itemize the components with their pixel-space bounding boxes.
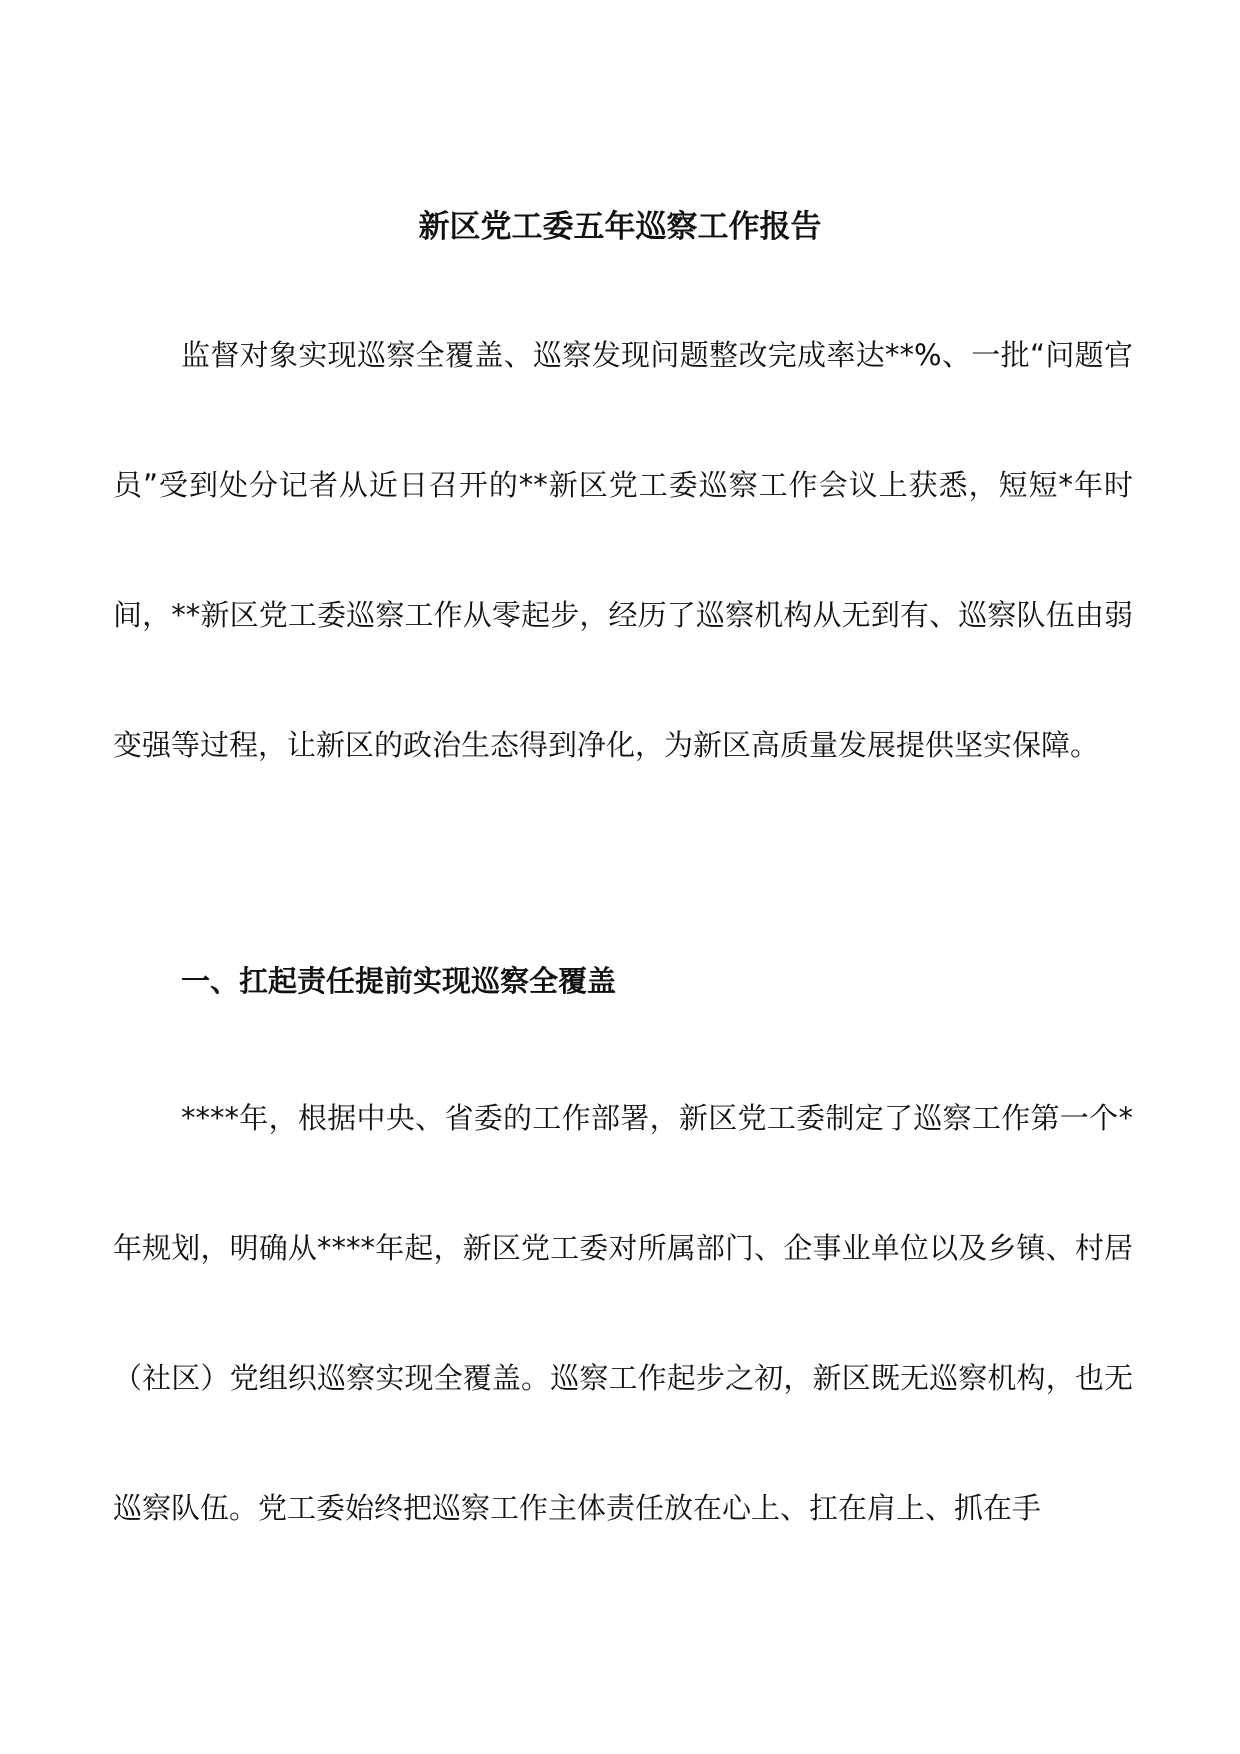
section-heading: 一、扛起责任提前实现巡察全覆盖 xyxy=(181,964,617,998)
body-paragraph: ****年，根据中央、省委的工作部署，新区党工委制定了巡察工作第一个*年规划，明确从****年起，新区党工委对所属部门、企事业单位以及乡镇、村居（社区）党组织巡察实现全覆盖。巡察工作起步之初，新区既无巡察机构，也无巡察队伍。党工委始终把巡察工作主体责任放在心上、扛在肩上、抓在手 xyxy=(113,1101,1133,1525)
intro-paragraph: 监督对象实现巡察全覆盖、巡察发现问题整改完成率达**%、一批“问题官员”受到处分记者从近日召开的**新区党工委巡察工作会议上获悉，短短*年时间，**新区党工委巡察工作从零起步，经历了巡察机构从无到有、巡察队伍由弱变强等过程，让新区的政治生态得到净化，为新区高质量发展提供坚实保障。 xyxy=(113,338,1133,762)
document-title: 新区党工委五年巡察工作报告 xyxy=(418,209,822,245)
